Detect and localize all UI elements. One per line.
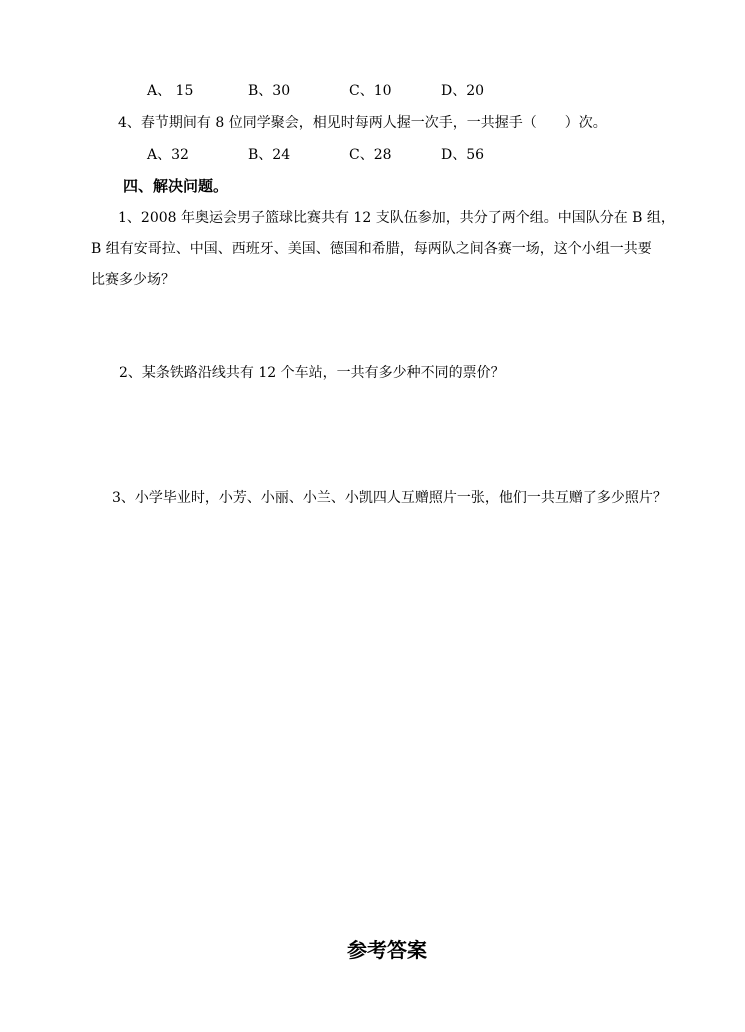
- problem-1-line-2: B 组有安哥拉、中国、西班牙、美国、德国和希腊，每两队之间各赛一场，这个小组一共要: [91, 241, 652, 257]
- q3-option-b: B、30: [248, 83, 291, 99]
- q4-option-a: A、32: [147, 147, 189, 163]
- q4-text: 4、春节期间有 8 位同学聚会，相见时每两人握一次手，一共握手（ ）次。: [118, 115, 607, 131]
- q4-option-d: D、56: [441, 147, 485, 163]
- section-heading: 四、解决问题。: [123, 177, 229, 195]
- problem-2-text: 2、某条铁路沿线共有 12 个车站，一共有多少种不同的票价？: [119, 365, 505, 381]
- q3-option-d: D、20: [441, 83, 485, 99]
- q3-option-c: C、10: [349, 83, 392, 99]
- q4-option-b: B、24: [248, 147, 291, 163]
- q4-option-c: C、28: [349, 147, 392, 163]
- problem-3-text: 3、小学毕业时，小芳、小丽、小兰、小凯四人互赠照片一张，他们一共互赠了多少照片？: [112, 490, 667, 506]
- answers-title: 参考答案: [347, 938, 427, 962]
- q3-option-a: A、 15: [147, 83, 194, 99]
- problem-1-line-1: 1、2008 年奥运会男子篮球比赛共有 12 支队伍参加，共分了两个组。中国队分在 B 组，: [118, 210, 675, 226]
- problem-1-line-3: 比赛多少场？: [91, 272, 175, 288]
